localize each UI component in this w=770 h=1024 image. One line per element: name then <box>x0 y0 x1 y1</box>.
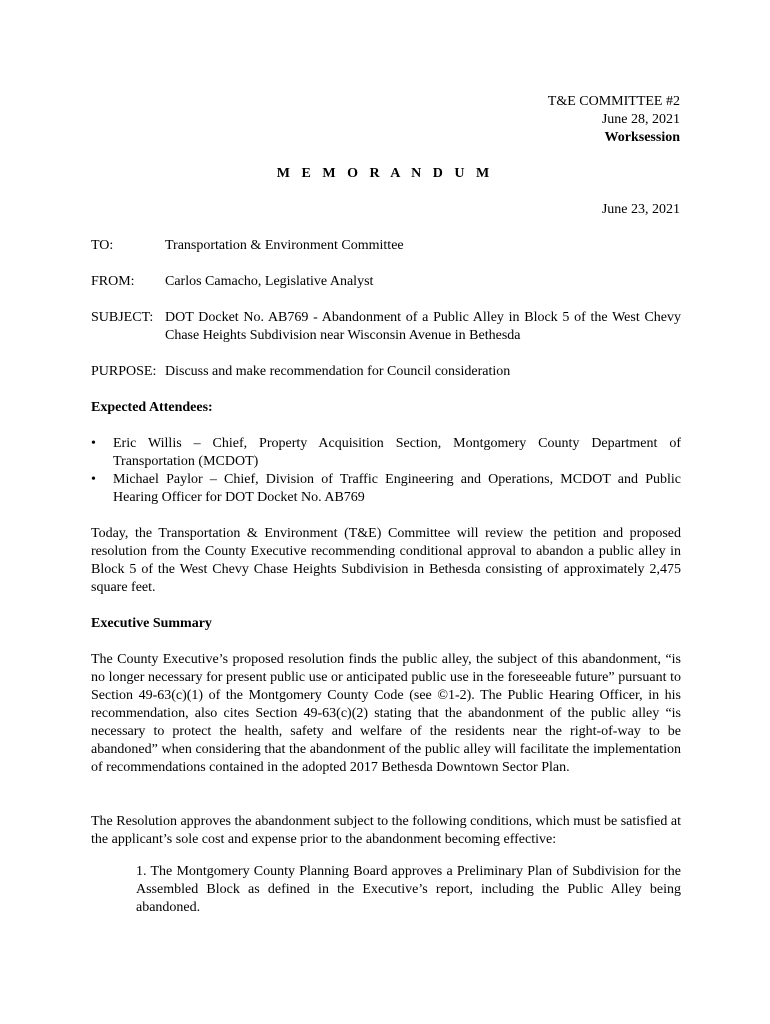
intro-paragraph: Today, the Transportation & Environment (T&E) Committee will review the petition and proposed resolution from the County Executive recommending conditional approval to abandon a public alley in Block 5 of the West Chevy Chase Heights Subdivision in Bethesda consisting of approximately 2,475 square feet. <box>91 526 681 595</box>
attendee-text: Eric Willis – Chief, Property Acquisition Section, Montgomery County Department of Transportation (MCDOT) <box>113 436 681 469</box>
summary-paragraph-1: The County Executive’s proposed resolution finds the public alley, the subject of this abandonment, “is no longer necessary for present public use or anticipated public use in the foreseeable future” pursuant to Section 49-63(c)(1) of the Montgomery County Code (see ©1-2). The Public Hearing Officer, in his recommendation, also cites Section 49-63(c)(2) stating that the abandonment of the public alley “is necessary to protect the health, safety and welfare of the residents near the right-of-way to be abandoned” when considering that the abandonment of the public alley will facilitate the implementation of recommendations contained in the adopted 2017 Bethesda Downtown Sector Plan. <box>91 652 681 775</box>
summary-paragraph-2: The Resolution approves the abandonment subject to the following conditions, which must be satisfied at the applicant’s sole cost and expense prior to the abandonment becoming effective: <box>91 814 681 847</box>
executive-summary-heading: Executive Summary <box>91 616 212 631</box>
memo-date: June 23, 2021 <box>601 202 680 217</box>
bullet-icon: • <box>91 472 96 487</box>
meeting-date: June 28, 2021 <box>601 112 680 127</box>
bullet-icon: • <box>91 436 96 451</box>
from-label: FROM: <box>91 274 135 289</box>
from-value: Carlos Camacho, Legislative Analyst <box>165 274 374 289</box>
to-label: TO: <box>91 238 114 253</box>
condition-1: 1. The Montgomery County Planning Board approves a Preliminary Plan of Subdivision for the Assembled Block as defined in the Executive’s report, including the Public Alley being abandoned. <box>136 864 681 915</box>
subject-label: SUBJECT: <box>91 310 154 325</box>
purpose-value: Discuss and make recommendation for Council consideration <box>165 364 511 379</box>
attendees-heading: Expected Attendees: <box>91 400 213 415</box>
subject-value: DOT Docket No. AB769 - Abandonment of a Public Alley in Block 5 of the West Chevy Chase Heights Subdivision near Wisconsin Avenue in Bethesda <box>165 310 681 343</box>
purpose-label: PURPOSE: <box>91 364 157 379</box>
session-type: Worksession <box>604 130 680 145</box>
memo-title: M E M O R A N D U M <box>276 166 494 181</box>
to-value: Transportation & Environment Committee <box>165 238 404 253</box>
committee-label: T&E COMMITTEE #2 <box>547 94 680 109</box>
attendee-text: Michael Paylor – Chief, Division of Traffic Engineering and Operations, MCDOT and Public Hearing Officer for DOT Docket No. AB769 <box>113 472 681 505</box>
